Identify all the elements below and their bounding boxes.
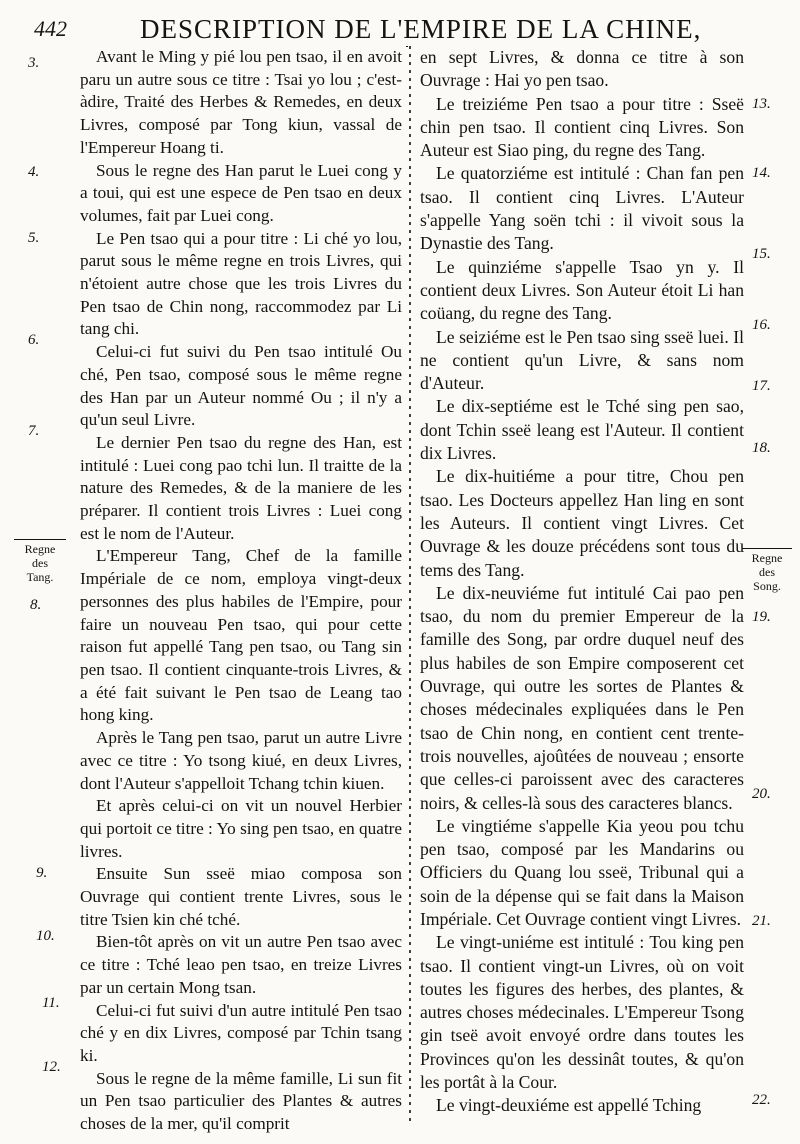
margin-note-line: Tang. [26,570,54,584]
paragraph: Le dix-huitiéme a pour titre, Chou pen tsao. Les Docteurs appellez Han ling en sont les Auteurs. Il contient vingt Livres. Cet Ouvrage & les douze précédens sont tous du tems des Tang. [420,466,744,580]
paragraph: Le vingt-uniéme est intitulé : Tou king pen tsao. Il contient vingt-un Livres, où on voit toutes les figures des herbes, des plantes, & autres choses médecinales. L'Empereur Tsong gin tseë avoit envoyé ordre dans toutes les Provinces qu'on les dessinât toutes, & qu'on les portât à la Cour. [420,932,744,1093]
margin-number: 9. [36,865,48,881]
margin-section-note-tang [14,539,66,584]
running-title: DESCRIPTION DE L'EMPIRE DE LA CHINE, [140,14,702,44]
paragraph: Celui-ci fut suivi du Pen tsao intitulé Ou ché, Pen tsao, composé sous le même regne des Han par un Auteur nommé Ou ; il n'y a qu'un seul Livre. [80,342,402,430]
margin-number: 15. [752,246,771,262]
paragraph: Le seiziéme est le Pen tsao sing sseë luei. Il ne contient qu'un Livre, & sans nom d'Auteur. [420,326,744,394]
margin-note-line: Regne [24,542,56,556]
running-header [0,8,800,44]
margin-number: 16. [752,317,771,333]
paragraph: Sous le regne des Han parut le Luei cong y a toui, qui est une espece de Pen tsao en deux volumes, fait par Luei cong. [80,160,402,225]
margin-number: 3. [28,55,40,71]
margin-number: 11. [42,995,60,1011]
paragraph: Celui-ci fut suivi d'un autre intitulé Pen tsao ché y en dix Livres, composé par Tchin tsang ki. [80,1000,402,1065]
margin-note-line: Song. [753,579,781,593]
paragraph: Le quinziéme s'appelle Tsao yn y. Il contient deux Livres. Son Auteur étoit Li han coüang, du regne des Tang. [420,256,744,324]
margin-number: 20. [752,786,771,802]
margin-note-line: des [32,556,48,570]
paragraph: Le vingt-deuxiéme est appellé Tching [436,1095,702,1116]
margin-number: 14. [752,165,771,181]
left-text-column [80,46,402,1136]
paragraph: Le vingtiéme s'appelle Kia yeou pou tchu pen tsao, composé par les Mandarins ou Officiers du Quang lou sseë, Tribunal qui a soin de la dépense qui se fait dans la Maison Impériale. Cet Ouvrage contient vingt Livres. [420,815,744,929]
margin-rule [742,548,792,549]
paragraph: L'Empereur Tang, Chef de la famille Impériale de ce nom, employa vingt-deux personnes des plus habiles de l'Empire, pour faire un nouveau Pen tsao, qui pour cette raison fut appellé Tang pen tsao, ou Tang sin pen tsao. Il contient cinquante-trois Livres, & a été fait suivant le Pen tsao de Leang tao hong king. [80,546,402,725]
margin-number: 12. [42,1059,61,1075]
margin-rule [14,539,66,540]
margin-number: 19. [752,609,771,625]
paragraph: Sous le regne de la même famille, Li sun fit un Pen tsao particulier des Plantes & autres choses de la mer, qu'il comprit [80,1068,402,1134]
paragraph: Le dix-neuviéme fut intitulé Cai pao pen tsao, du nom du premier Empereur de la famille des Song, par ordre duquel neuf des plus habiles de son Empire composerent cet Ouvrage, qui outre les sortes de Plantes & choses médecinales expliquées dans le Pen tsao de Chin nong, en contient cent trente-trois nouvelles, ajoûtées de nouveau ; ensorte que celles-ci paroissent avec des caracteres noirs, & celles-là sous des caracteres blancs. [420,582,744,813]
paragraph: Le Pen tsao qui a pour titre : Li ché yo lou, parut sous le même regne en trois Livres, qui n'étoient autre chose que les trois Livres du Pen tsao de Chin nong, raccommodez par Li tang chi. [80,228,402,339]
margin-number: 7. [28,423,40,439]
margin-note-line: des [759,565,775,579]
margin-number: 10. [36,928,55,944]
paragraph: Bien-tôt après on vit un autre Pen tsao avec ce titre : Tché leao pen tsao, en treize Livres par un certain Mong tsan. [80,932,402,997]
margin-number: 8. [30,597,42,613]
paragraph: Le treiziéme Pen tsao a pour titre : Sseë chin pen tsao. Il contient cinq Livres. Son Auteur est Siao ping, du regne des Tang. [420,93,744,161]
margin-note-line: Regne [751,551,783,565]
paragraph: Et après celui-ci on vit un nouvel Herbier qui portoit ce titre : Yo sing pen tsao, en quatre livres. [80,796,402,861]
page-number: 442 [34,16,67,41]
margin-number: 4. [28,164,40,180]
margin-number: 21. [752,913,771,929]
paragraph: Après le Tang pen tsao, parut un autre Livre avec ce titre : Yo tsong kiué, en deux Livres, dont l'Auteur s'appelloit Tchang tchin kiuen. [80,728,402,793]
paragraph: Le dernier Pen tsao du regne des Han, est intitulé : Luei cong pao tchi lun. Il traitte de la nature des Remedes, & de la maniere de les préparer. Il contient trois Livres : Luei cong est le nom de l'Auteur. [80,432,402,543]
right-text-column [420,46,744,1118]
margin-number: 17. [752,378,771,394]
paragraph: Ensuite Sun sseë miao composa son Ouvrage qui contient trente Livres, sous le titre Tsien kin ché tché. [80,864,402,929]
paragraph-continued: en sept Livres, & donna ce titre à son Ouvrage : Hai yo pen tsao. [420,47,744,91]
paragraph: Avant le Ming y pié lou pen tsao, il en avoit paru un autre sous ce titre : Tsai yo lou ; c'est-àdire, Traité des Herbes & Remedes, en deux Livres, composé par Tong kiun, vassal de l'Empereur Hoang ti. [80,47,402,157]
margin-number: 6. [28,332,40,348]
margin-number: 18. [752,440,771,456]
paragraph: Le quatorziéme est intitulé : Chan fan pen tsao. Il contient cinq Livres. L'Auteur s'appelle Yang soën tchi : il vivoit sous la Dynastie des Tang. [420,163,744,254]
margin-number: 22. [752,1092,771,1108]
margin-number: 5. [28,230,40,246]
paragraph: Le dix-septiéme est le Tché sing pen sao, dont Tchin sseë leang est l'Auteur. Il contient dix Livres. [420,396,744,464]
margin-number: 13. [752,96,771,112]
margin-section-note-song [742,548,792,593]
column-divider-ornament [404,46,416,1126]
